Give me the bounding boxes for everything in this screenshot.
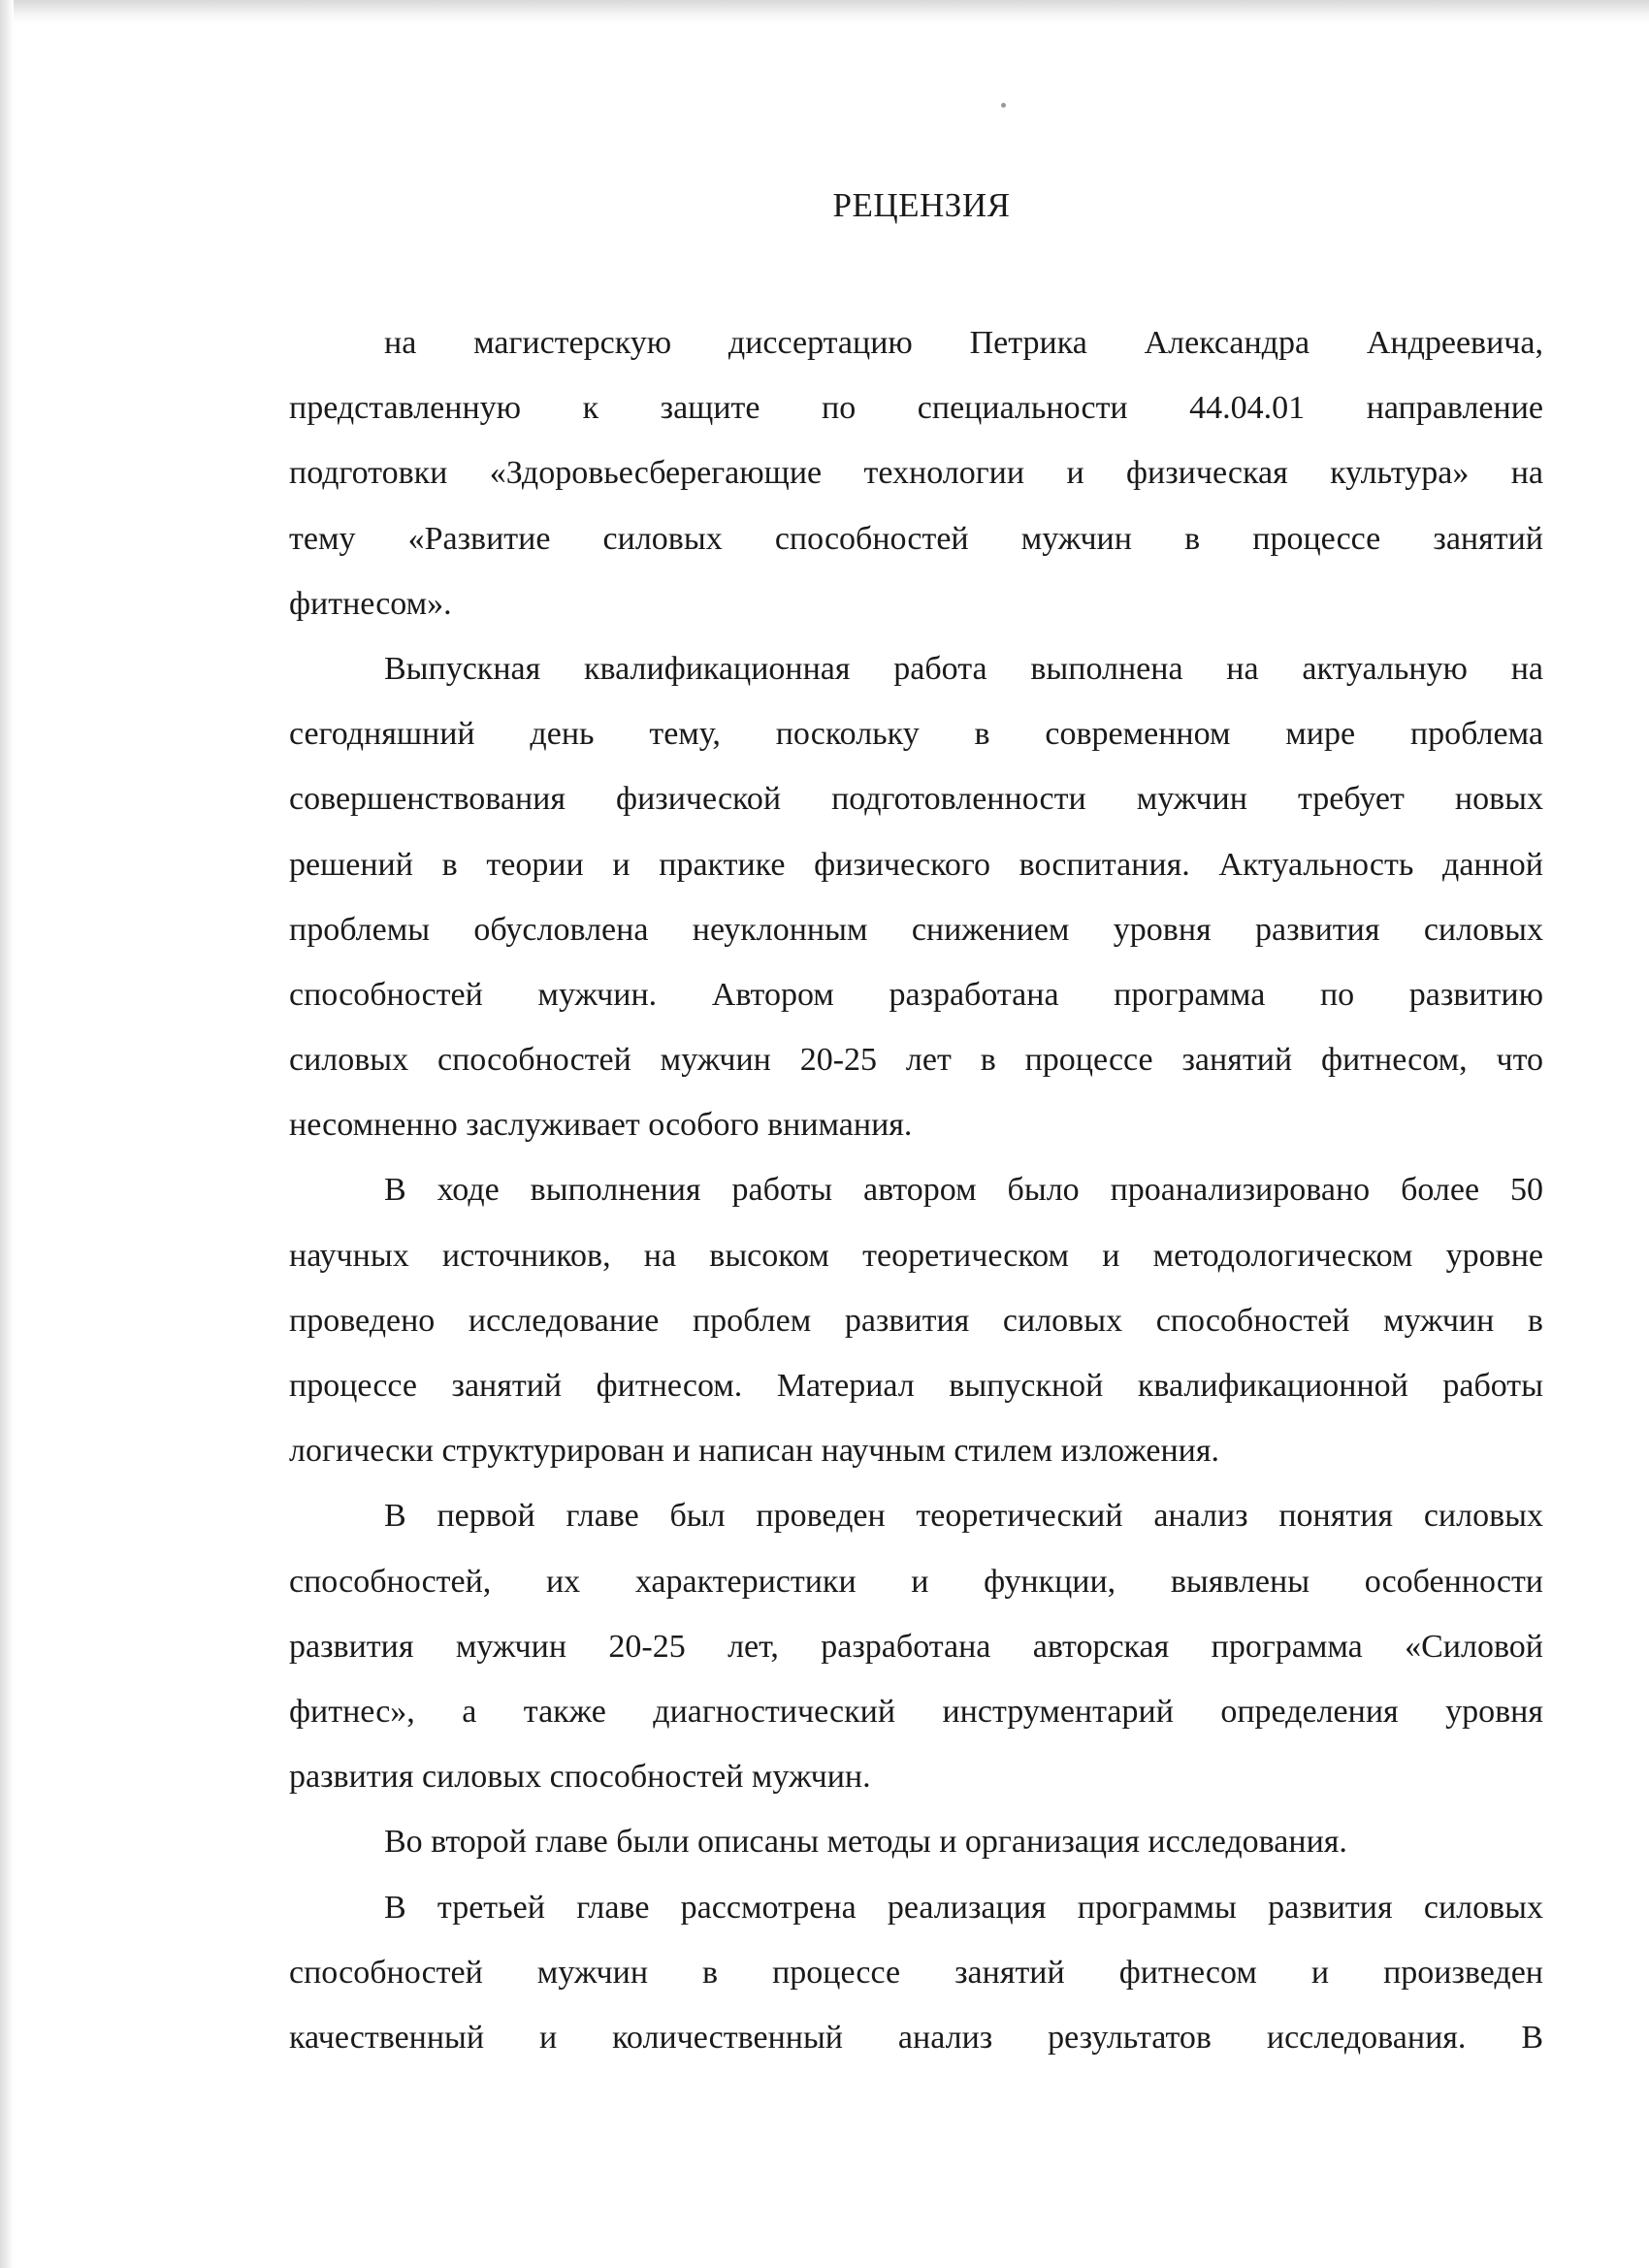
scan-speck	[1001, 103, 1006, 108]
text-line: совершенствования физической подготовленности мужчин требует новых	[289, 781, 1543, 818]
text-line: фитнесом».	[289, 585, 452, 622]
text-line: несомненно заслуживает особого внимания.	[289, 1107, 913, 1144]
text-line: на магистерскую диссертацию Петрика Александра Андреевича,	[384, 325, 1543, 361]
text-line: фитнес», а также диагностический инструментарий определения уровня	[289, 1693, 1543, 1730]
paragraph	[289, 1875, 1543, 2071]
paragraph	[289, 636, 1543, 1158]
text-line: проблемы обусловлена неуклонным снижением уровня развития силовых	[289, 911, 1543, 948]
text-line: логически структурирован и написан научным стилем изложения.	[289, 1433, 1219, 1470]
document-body	[289, 310, 1543, 2070]
text-line: В ходе выполнения работы автором было проанализировано более 50	[384, 1172, 1543, 1209]
text-line: качественный и количественный анализ результатов исследования. В	[289, 2019, 1543, 2056]
text-line: Выпускная квалификационная работа выполнена на актуальную на	[384, 650, 1543, 687]
text-line: Во второй главе были описаны методы и организация исследования.	[384, 1824, 1347, 1861]
text-line: подготовки «Здоровьесберегающие технологии и физическая культура» на	[289, 455, 1543, 492]
scan-edge-top	[0, 0, 1649, 23]
text-line: научных источников, на высоком теоретическом и методологическом уровне	[289, 1237, 1543, 1274]
paragraph	[289, 1157, 1543, 1483]
paragraph	[289, 310, 1543, 636]
text-line: способностей, их характеристики и функции, выявлены особенности	[289, 1563, 1543, 1600]
text-line: развития силовых способностей мужчин.	[289, 1759, 871, 1796]
text-line: проведено исследование проблем развития силовых способностей мужчин в	[289, 1302, 1543, 1339]
text-line: способностей мужчин в процессе занятий фитнесом и произведен	[289, 1954, 1543, 1991]
text-line: сегодняшний день тему, поскольку в современном мире проблема	[289, 716, 1543, 753]
paragraph	[289, 1483, 1543, 1809]
text-line: В первой главе был проведен теоретический анализ понятия силовых	[384, 1498, 1543, 1535]
text-line: процессе занятий фитнесом. Материал выпускной квалификационной работы	[289, 1368, 1543, 1404]
document-title: РЕЦЕНЗИЯ	[832, 186, 1011, 224]
text-line: представленную к защите по специальности 44.04.01 направление	[289, 390, 1543, 427]
text-line: тему «Развитие силовых способностей мужчин в процессе занятий	[289, 520, 1543, 557]
text-line: развития мужчин 20-25 лет, разработана авторская программа «Силовой	[289, 1628, 1543, 1665]
text-line: способностей мужчин. Автором разработана программа по развитию	[289, 976, 1543, 1013]
text-line: В третьей главе рассмотрена реализация программы развития силовых	[384, 1889, 1543, 1926]
text-line: решений в теории и практике физического воспитания. Актуальность данной	[289, 846, 1543, 883]
text-line: силовых способностей мужчин 20-25 лет в процессе занятий фитнесом, что	[289, 1042, 1543, 1079]
paragraph	[289, 1809, 1543, 1874]
scan-edge-left	[0, 0, 14, 2268]
